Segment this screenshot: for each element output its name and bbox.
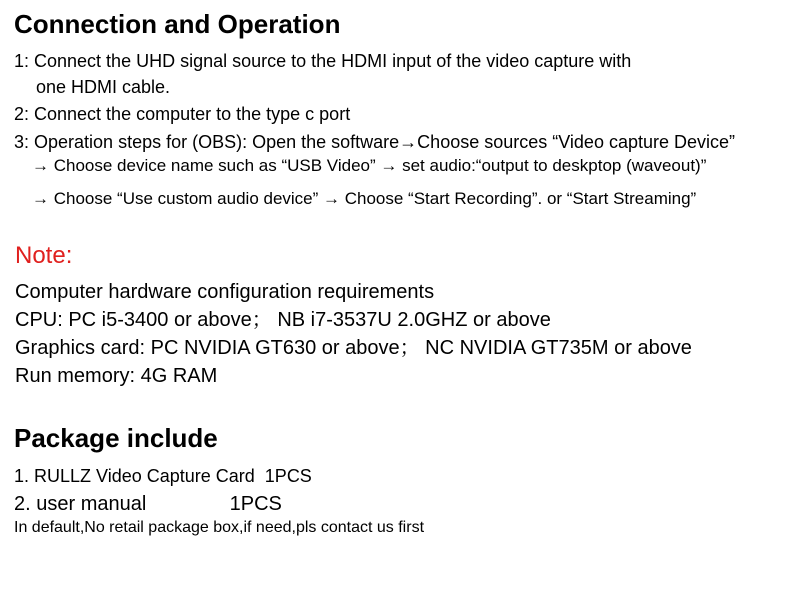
note-line: Computer hardware configuration requirements [15,281,435,303]
package-item: 1. RULLZ Video Capture Card 1PCS [14,466,312,486]
package-footnote: In default,No retail package box,if need,pls contact us first [14,519,425,536]
connection-title: Connection and Operation [14,9,341,39]
note-line: Graphics card: PC NVIDIA GT630 or above； NC NVIDIA GT735M or above [15,337,692,359]
package-title: Package include [14,423,218,453]
step-2: 2: Connect the computer to the type c port [14,104,351,124]
step-3-line-2: → Choose device name such as “USB Video” → set audio:“output to deskptop (waveout)” [32,156,707,175]
step-1-line-2: one HDMI cable. [36,77,171,97]
note-line: CPU: PC i5-3400 or above； NB i7-3537U 2.0GHZ or above [15,309,551,331]
note-line: Run memory: 4G RAM [15,365,218,387]
note-title: Note: [15,242,73,269]
step-1-line-1: 1: Connect the UHD signal source to the HDMI input of the video capture with [14,51,632,71]
step-3-line-3: → Choose “Use custom audio device” → Choose “Start Recording”. or “Start Streaming” [32,189,697,208]
step-3-line-1: 3: Operation steps for (OBS): Open the software→Choose sources “Video capture Device” [14,132,736,152]
package-item: 2. user manual 1PCS [14,493,282,515]
